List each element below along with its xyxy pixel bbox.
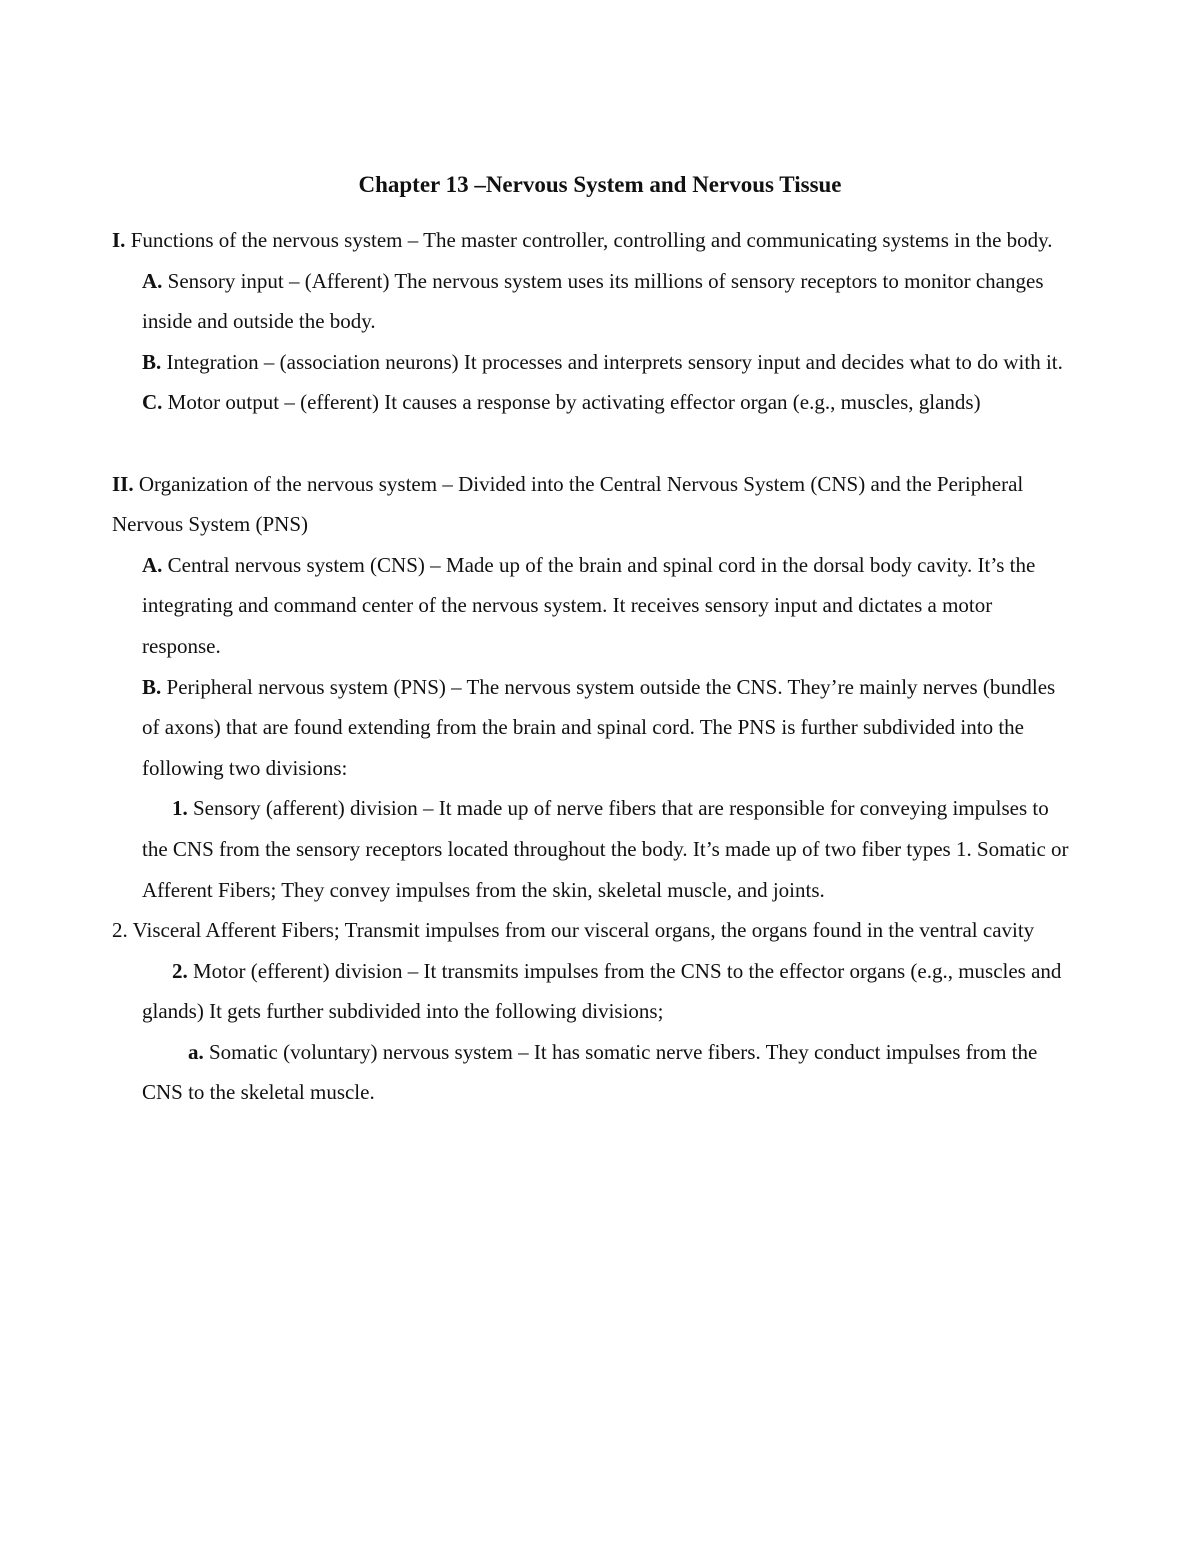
list-item	[112, 261, 1072, 342]
item-text: Motor output – (efferent) It causes a response by activating effector organ (e.g., muscles, glands)	[167, 390, 981, 415]
paragraph-gap	[112, 423, 1072, 464]
item-text: Peripheral nervous system (PNS) – The nervous system outside the CNS. They’re mainly nerves (bundles of axons) that are found extending from the brain and spinal cord. The PNS is further subdivided into the following two divisions:	[142, 674, 1056, 780]
section-text: Functions of the nervous system – The master controller, controlling and communicating systems in the body.	[130, 228, 1053, 252]
item-label: A.	[142, 268, 163, 293]
list-item	[112, 545, 1072, 667]
item-label: 2.	[172, 958, 188, 983]
item-label: A.	[142, 552, 163, 577]
list-item	[112, 342, 1072, 383]
section-1-heading	[112, 220, 1072, 261]
sub-sub-item-somatic	[112, 1032, 1072, 1113]
item-label: B.	[142, 349, 162, 374]
item-text: Central nervous system (CNS) – Made up of the brain and spinal cord in the dorsal body cavity. It’s the integrating and command center of the nervous system. It receives sensory input and dictates a motor response.	[142, 552, 1036, 658]
item-label: a.	[188, 1039, 204, 1064]
section-text: Organization of the nervous system – Divided into the Central Nervous System (CNS) and the Peripheral Nervous System (PNS)	[112, 471, 1024, 537]
item-text: Motor (efferent) division – It transmits impulses from the CNS to the effector organs (e.g., muscles and glands) It gets further subdivided into the following divisions;	[142, 958, 1062, 1024]
section-label: II.	[112, 471, 134, 496]
list-item	[112, 667, 1072, 789]
item-text: Sensory (afferent) division – It made up of nerve fibers that are responsible for conveying impulses to the CNS from the sensory receptors located throughout the body. It’s made up of two fiber types 1. Somatic or Afferent Fibers; They convey impulses from the skin, skeletal muscle, and joints.	[142, 796, 1069, 902]
item-text: Integration – (association neurons) It processes and interprets sensory input and decides what to do with it.	[166, 349, 1063, 374]
item-label: C.	[142, 390, 163, 415]
sub-item-sensory	[112, 788, 1072, 910]
sub-item-motor	[112, 951, 1072, 1032]
page-title: Chapter 13 –Nervous System and Nervous Tissue	[358, 172, 842, 197]
item-text: Somatic (voluntary) nervous system – It has somatic nerve fibers. They conduct impulses from the CNS to the skeletal muscle.	[142, 1039, 1038, 1105]
list-item	[112, 382, 1072, 423]
section-2-heading	[112, 464, 1072, 545]
item-label: B.	[142, 674, 162, 699]
document-body	[112, 220, 1072, 1113]
sub-item-continuation: 2. Visceral Afferent Fibers; Transmit impulses from our visceral organs, the organs found in the ventral cavity	[112, 918, 1035, 943]
item-text: Sensory input – (Afferent) The nervous system uses its millions of sensory receptors to monitor changes inside and outside the body.	[142, 268, 1044, 334]
item-label: 1.	[172, 796, 188, 821]
section-label: I.	[112, 228, 126, 252]
